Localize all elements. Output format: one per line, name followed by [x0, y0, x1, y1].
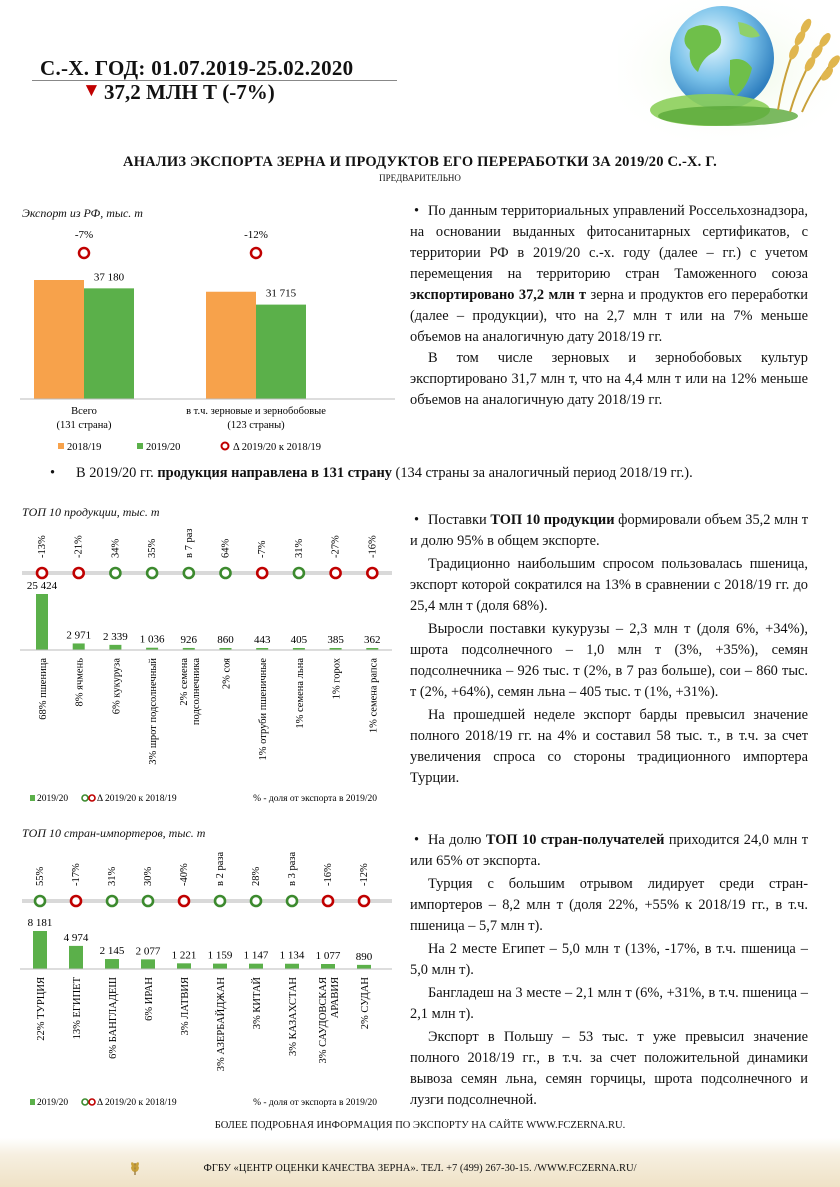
organization-contacts: ФГБУ «ЦЕНТР ОЦЕНКИ КАЧЕСТВА ЗЕРНА». ТЕЛ. +7 (499) 267-30-15. /WWW.FCZERNA.RU/ [203, 1163, 637, 1174]
change-marker-down [331, 568, 341, 578]
change-marker-up [221, 568, 231, 578]
category-label: 3% АЗЕРБАЙДЖАН [216, 977, 227, 1072]
paragraph-growth: Выросли поставки кукурузы – 2,3 млн т (доля 6%, +34%), шрота подсолнечного – 1,0 млн т (3%, +35%), семян подсолнечника – 926 тыс. т (2%, в 7 раз больше), сои – 860 тыс. т (2%, +64%), семян льна – 405 тыс. т (1%, +31%). [410, 621, 808, 700]
highlight-top10-countries: ТОП 10 стран-получателей [485, 832, 665, 848]
value-label: 443 [253, 634, 271, 646]
legend-marker-down [89, 1099, 95, 1105]
category-label: 3% САУДОВСКАЯ [318, 977, 329, 1064]
category-label: подсолнечника [190, 658, 202, 726]
change-marker-down [71, 896, 81, 906]
change-marker-down [179, 896, 189, 906]
change-label: 34% [110, 538, 122, 558]
bar [213, 964, 227, 969]
change-label: 28% [251, 866, 262, 886]
chart3-title: ТОП 10 стран-импортеров, тыс. т [22, 826, 206, 840]
change-label: -16% [323, 863, 334, 886]
bar [73, 643, 85, 650]
change-label: -17% [71, 863, 82, 886]
highlight-exported: экспортировано 37,2 млн т [410, 287, 587, 303]
bullet-marker: • [50, 465, 56, 481]
change-label: 31% [293, 538, 305, 558]
legend-label: Δ 2019/20 к 2018/19 [97, 794, 177, 804]
legend-change-marker [222, 443, 229, 450]
period-title: С.-Х. ГОД: 01.07.2019-25.02.2020 [40, 56, 354, 80]
legend-marker-up [82, 795, 88, 801]
paragraph-egypt: На 2 месте Египет – 5,0 млн т (13%, -17%, в т.ч. пшеница – 5,0 млн т). [410, 941, 808, 978]
change-marker-up [215, 896, 225, 906]
paragraph-export-total: • По данным территориальных управлений Россельхознадзора, на основании выданных фитосанитарных сертификатов, с территории РФ в 2019/20 с.-х. году (далее – гг.) с учетом перемещения на территорию стран Таможенного союза экспортировано 37,2 млн т зерна и продуктов его переработки (далее – продукции), что на 2,7 млн т или на 7% меньше объемов на аналогичную дату 2018/19 гг. [410, 203, 808, 345]
change-label: -40% [179, 863, 190, 886]
value-label: 1 036 [139, 633, 165, 646]
legend-swatch-2019-20 [30, 795, 35, 801]
legend-swatch-2019-20 [30, 1099, 35, 1105]
category-label: АРАВИЯ [330, 977, 341, 1019]
change-marker-up [184, 568, 194, 578]
bar [249, 964, 263, 969]
paragraph-poland: Экспорт в Польшу – 53 тыс. т уже превысил значение полного 2018/19 гг., в т.ч. за счет положительной динамики вывоза семян льна, семян горчицы, шрота подсолнечного и лузги подсолнечной. [410, 1029, 808, 1108]
value-label: 860 [217, 634, 234, 646]
bar [105, 959, 119, 969]
category-label: 1% отруби пшеничные [258, 658, 270, 761]
chart2-title: ТОП 10 продукции, тыс. т [22, 505, 160, 519]
paragraph-top10-countries: • На долю ТОП 10 стран-получателей приходится 24,0 млн т или 65% от экспорта. [410, 832, 808, 869]
category-label: 2% СУДАН [360, 977, 371, 1030]
change-label: в 3 раза [287, 851, 298, 886]
preliminary-note: ПРЕДВАРИТЕЛЬНО [379, 173, 461, 183]
text-block-top-products [410, 510, 808, 789]
globe-wheat-logo [618, 0, 840, 140]
change-marker-up [287, 896, 297, 906]
change-label: -27% [330, 535, 342, 558]
change-marker-up [147, 568, 157, 578]
highlight-top10-products: ТОП 10 продукции [490, 512, 615, 528]
category-label: 6% БАНГЛАДЕШ [108, 977, 119, 1059]
category-label: 6% ИРАН [144, 977, 155, 1021]
value-label: 405 [290, 634, 308, 646]
legend-label: Δ 2019/20 к 2018/19 [233, 442, 321, 453]
bar [177, 963, 191, 969]
paragraph-wheat: Традиционно наибольшим спросом пользовалась пшеница, экспорт которой сократился на 13% в сравнении с 2018/19 гг. до 25,4 млн т (доля 68%). [410, 556, 808, 614]
change-label: -21% [73, 535, 85, 558]
bar-2019-20 [84, 288, 134, 399]
category-label: в т.ч. зерновые и зернобобовые [186, 406, 326, 417]
category-sublabel: (131 страна) [56, 420, 112, 431]
value-label: 1 077 [315, 949, 341, 962]
top10-products-chart [0, 522, 400, 812]
change-marker [79, 248, 89, 258]
value-label: 37 180 [93, 271, 125, 284]
change-marker-down [367, 568, 377, 578]
top10-countries-chart [0, 842, 400, 1112]
category-sublabel: (123 страны) [227, 420, 285, 431]
value-label: 926 [180, 633, 198, 646]
value-label: 4 974 [63, 931, 89, 944]
category-label: 22% ТУРЦИЯ [36, 977, 47, 1041]
change-marker [251, 248, 261, 258]
category-label: 1% горох [331, 658, 343, 700]
legend-label: % - доля от экспорта в 2019/20 [253, 1098, 377, 1108]
value-label: 31 715 [265, 287, 297, 300]
bullet-marker: • [414, 203, 420, 219]
legend-label: 2019/20 [146, 442, 181, 453]
change-label: -7% [74, 229, 94, 241]
category-label: 2% соя [221, 658, 233, 690]
value-label: 1 134 [279, 949, 305, 962]
bar [285, 964, 299, 969]
category-label: 6% кукуруза [111, 658, 123, 715]
value-label: 1 221 [171, 949, 197, 962]
change-label: 30% [143, 866, 154, 886]
bar [141, 959, 155, 969]
change-label: в 2 раза [215, 851, 226, 886]
bar [109, 645, 121, 650]
value-label: 385 [327, 634, 344, 646]
change-label: 31% [107, 866, 118, 886]
change-label: -12% [244, 229, 268, 241]
export-total-headline: 37,2 МЛН Т (-7%) [104, 80, 275, 104]
page-title: АНАЛИЗ ЭКСПОРТА ЗЕРНА И ПРОДУКТОВ ЕГО ПЕРЕРАБОТКИ ЗА 2019/20 С.-Х. Г. [123, 154, 717, 170]
category-label: 1% семена рапса [368, 658, 380, 734]
legend-label: % - доля от экспорта в 2019/20 [253, 794, 377, 804]
change-marker-down [359, 896, 369, 906]
legend-label: Δ 2019/20 к 2018/19 [97, 1098, 177, 1108]
change-label: -13% [37, 535, 48, 558]
category-label: 13% ЕГИПЕТ [72, 977, 83, 1040]
category-label: 8% ячмень [74, 658, 86, 707]
change-marker-up [143, 896, 153, 906]
category-label: 3% КАЗАХСТАН [288, 977, 299, 1057]
category-label: Всего [71, 406, 97, 417]
change-marker-down [257, 568, 267, 578]
value-label: 890 [355, 950, 373, 963]
down-triangle-icon: ▼ [82, 80, 101, 101]
category-label: 3% шрот подсолнечный [148, 658, 160, 765]
bar-2018-19 [206, 292, 256, 399]
bullet-marker: • [414, 832, 420, 848]
text-block-top-countries [410, 830, 808, 1111]
bar [69, 946, 83, 969]
legend-marker-down [89, 795, 95, 801]
highlight-countries: продукция направлена в 131 страну [157, 465, 392, 481]
change-label: -16% [367, 535, 379, 558]
change-marker-up [107, 896, 117, 906]
value-label: 2 077 [135, 945, 161, 958]
website-note: БОЛЕЕ ПОДРОБНАЯ ИНФОРМАЦИЯ ПО ЭКСПОРТУ НА САЙТЕ WWW.FCZERNA.RU. [214, 1120, 626, 1131]
value-label: 8 181 [27, 917, 53, 929]
countries-count-line: • В 2019/20 гг. продукция направлена в 131 страну (134 страны за аналогичный период 2018/19 гг.). [50, 465, 693, 481]
bar [33, 931, 47, 969]
legend-marker-up [82, 1099, 88, 1105]
value-label: 362 [364, 634, 381, 646]
category-label: 3% ЛАТВИЯ [180, 977, 191, 1036]
value-label: 2 145 [99, 945, 125, 958]
legend-swatch-2019-20 [137, 443, 143, 449]
legend-swatch-2018-19 [58, 443, 64, 449]
export-total-chart [0, 222, 400, 462]
change-label: -7% [257, 540, 269, 558]
change-marker-down [74, 568, 84, 578]
paragraph-barda: На прошедшей неделе экспорт барды превысил значение полного 2018/19 гг. на 4% и составил 58 тыс. т., в т.ч. за счет увеличения спроса со стороны традиционного импортера Турции. [410, 707, 808, 786]
legend-label: 2019/20 [37, 1098, 69, 1108]
value-label: 1 159 [207, 949, 233, 962]
change-marker-down [323, 896, 333, 906]
change-label: 55% [35, 866, 46, 886]
legend-label: 2018/19 [67, 442, 102, 453]
category-label: 3% КИТАЙ [252, 977, 263, 1030]
bar [36, 594, 48, 650]
bullet-marker: • [414, 512, 420, 528]
change-label: -12% [359, 863, 370, 886]
category-label: 2% семена [178, 658, 190, 706]
paragraph-top10-products: • Поставки ТОП 10 продукции формировали объем 35,2 млн т и долю 95% в общем экспорте. [410, 512, 808, 549]
paragraph-grain-export: В том числе зерновых и зернобобовых культур экспортировано 31,7 млн т, что на 4,4 млн т или на 12% меньше объемов на аналогичную дату 2018/19 гг. [410, 350, 808, 408]
value-label: 2 339 [103, 630, 128, 643]
paragraph-turkey: Турция с большим отрывом лидирует среди стран-импортеров – 8,2 млн т (доля 22%, +55% к 2018/19 гг., в т.ч. пшеница – 5,7 млн т). [410, 876, 808, 934]
change-label: 35% [147, 538, 159, 558]
value-label: 25 424 [26, 580, 58, 592]
value-label: 2 971 [66, 629, 92, 642]
category-label: 68% пшеница [38, 658, 49, 720]
bar [357, 965, 371, 969]
change-marker-up [110, 568, 120, 578]
change-marker-up [294, 568, 304, 578]
change-label: 64% [220, 538, 232, 558]
text-block-export-summary [410, 201, 808, 411]
change-label: в 7 раз [183, 528, 195, 558]
category-label: 1% семена льна [294, 658, 306, 729]
paragraph-bangladesh: Бангладеш на 3 месте – 2,1 млн т (6%, +31%, в т.ч. пшеница – 2,1 млн т). [410, 985, 808, 1022]
chart1-title: Экспорт из РФ, тыс. т [22, 206, 143, 220]
bar [321, 964, 335, 969]
change-marker-down [37, 568, 47, 578]
bar-2019-20 [256, 305, 306, 399]
value-label: 1 147 [243, 949, 269, 962]
bar-2018-19 [34, 280, 84, 399]
change-marker-up [35, 896, 45, 906]
change-marker-up [251, 896, 261, 906]
legend-label: 2019/20 [37, 794, 69, 804]
